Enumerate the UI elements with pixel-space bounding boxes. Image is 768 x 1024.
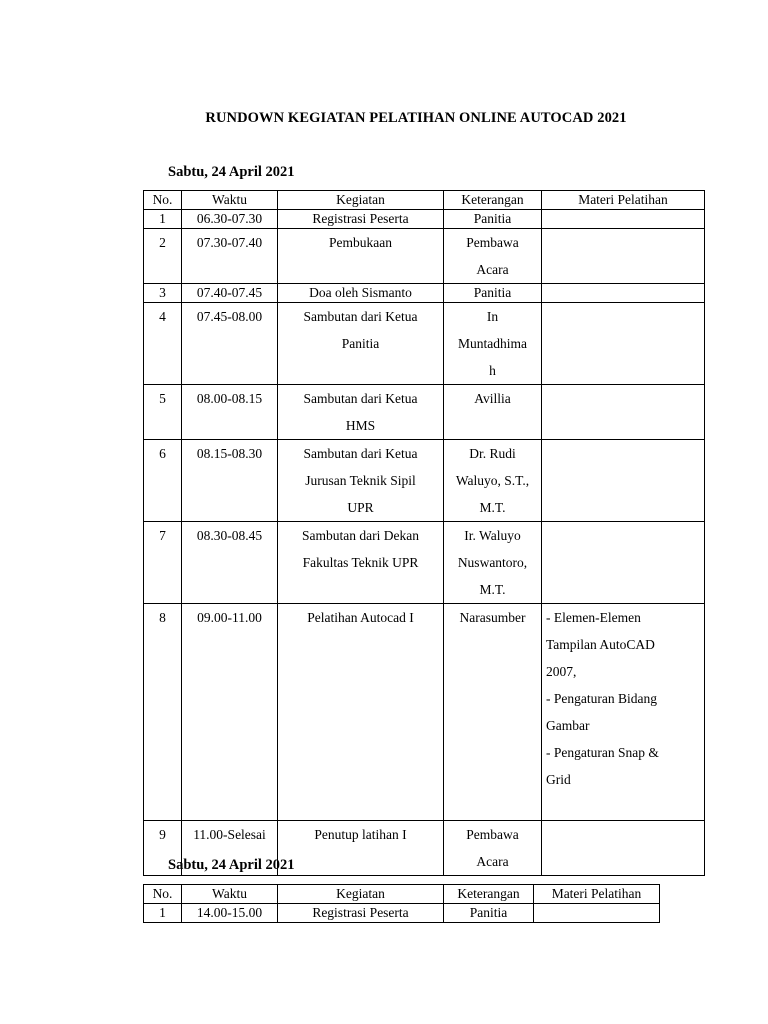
table-row [144, 303, 705, 385]
cell-line: UPR [347, 500, 374, 515]
cell-keterangan [444, 229, 542, 284]
cell-kegiatan [278, 303, 444, 385]
cell-no: 5 [144, 385, 182, 440]
table-row [144, 229, 705, 284]
cell-line: Waluyo, S.T., [455, 473, 530, 488]
cell-keterangan: Avillia [444, 385, 542, 440]
cell-line: - Pengaturan Bidang [546, 691, 657, 706]
header-no: No. [144, 191, 182, 210]
document-title: RUNDOWN KEGIATAN PELATIHAN ONLINE AUTOCAD 2021 [205, 110, 627, 126]
cell-line: Ir. Waluyo [464, 528, 521, 543]
cell-line: Tampilan AutoCAD [546, 637, 655, 652]
cell-line: Gambar [546, 718, 590, 733]
table-row [144, 385, 705, 440]
header-materi: Materi Pelatihan [542, 191, 705, 210]
cell-line: h [489, 363, 496, 378]
cell-no: 7 [144, 522, 182, 604]
cell-waktu: 08.15-08.30 [182, 440, 278, 522]
cell-waktu: 07.40-07.45 [182, 284, 278, 303]
cell-line: Sambutan dari Ketua [303, 309, 418, 324]
table-row [144, 210, 705, 229]
cell-materi [542, 604, 705, 821]
cell-line: M.T. [479, 582, 506, 597]
cell-materi [534, 904, 660, 923]
table-row [144, 604, 705, 821]
table-body [144, 210, 705, 876]
table-header [144, 885, 660, 904]
cell-kegiatan: Pelatihan Autocad I [278, 604, 444, 821]
cell-kegiatan: Registrasi Peserta [278, 904, 444, 923]
cell-no: 9 [144, 821, 182, 876]
cell-keterangan: Panitia [444, 210, 542, 229]
cell-line: HMS [345, 418, 376, 433]
cell-line: Sambutan dari Dekan [302, 528, 419, 543]
cell-no: 4 [144, 303, 182, 385]
cell-line: Acara [476, 262, 509, 277]
cell-materi [542, 522, 705, 604]
cell-no: 3 [144, 284, 182, 303]
cell-waktu: 06.30-07.30 [182, 210, 278, 229]
cell-materi [542, 284, 705, 303]
cell-line: Pembawa [466, 235, 519, 250]
cell-materi [542, 385, 705, 440]
cell-waktu: 09.00-11.00 [182, 604, 278, 821]
header-waktu: Waktu [182, 191, 278, 210]
cell-line: Dr. Rudi [469, 446, 516, 461]
cell-line: Grid [546, 772, 571, 787]
header-kegiatan: Kegiatan [278, 191, 444, 210]
table-body [144, 904, 660, 923]
table-row [144, 440, 705, 522]
cell-materi [542, 440, 705, 522]
cell-keterangan [444, 440, 542, 522]
cell-line: Sambutan dari Ketua [303, 391, 418, 406]
cell-line: - Pengaturan Snap & [546, 745, 659, 760]
table-row [144, 904, 660, 923]
header-keterangan: Keterangan [444, 885, 534, 904]
cell-waktu: 11.00-Selesai [182, 821, 278, 876]
cell-line: Fakultas Teknik UPR [302, 555, 419, 570]
cell-waktu: 08.00-08.15 [182, 385, 278, 440]
schedule-table [143, 884, 660, 923]
table-header [144, 191, 705, 210]
cell-keterangan: Panitia [444, 904, 534, 923]
cell-kegiatan [278, 440, 444, 522]
cell-kegiatan: Pembukaan [278, 229, 444, 284]
cell-no: 8 [144, 604, 182, 821]
cell-line: Sambutan dari Ketua [303, 446, 418, 461]
cell-no: 6 [144, 440, 182, 522]
cell-keterangan: Panitia [444, 284, 542, 303]
cell-no: 2 [144, 229, 182, 284]
cell-keterangan [444, 821, 542, 876]
cell-waktu: 07.45-08.00 [182, 303, 278, 385]
cell-kegiatan [278, 522, 444, 604]
cell-materi [542, 821, 705, 876]
cell-line: In [486, 309, 499, 324]
table-row [144, 522, 705, 604]
header-no: No. [144, 885, 182, 904]
header-waktu: Waktu [182, 885, 278, 904]
cell-keterangan: Narasumber [444, 604, 542, 821]
cell-keterangan [444, 303, 542, 385]
table-row [144, 284, 705, 303]
header-kegiatan: Kegiatan [278, 885, 444, 904]
cell-materi [542, 210, 705, 229]
cell-line: Panitia [341, 336, 380, 351]
cell-materi [542, 229, 705, 284]
cell-no: 1 [144, 904, 182, 923]
cell-waktu: 08.30-08.45 [182, 522, 278, 604]
header-keterangan: Keterangan [444, 191, 542, 210]
schedule-table [143, 190, 705, 876]
section-date: Sabtu, 24 April 2021 [168, 164, 295, 180]
cell-kegiatan [278, 385, 444, 440]
cell-waktu: 07.30-07.40 [182, 229, 278, 284]
cell-kegiatan: Doa oleh Sismanto [278, 284, 444, 303]
cell-line: Nuswantoro, [457, 555, 528, 570]
cell-materi [542, 303, 705, 385]
cell-kegiatan: Penutup latihan I [278, 821, 444, 876]
cell-line: Pembawa [466, 827, 519, 842]
cell-keterangan [444, 522, 542, 604]
cell-no: 1 [144, 210, 182, 229]
section-date: Sabtu, 24 April 2021 [168, 857, 295, 873]
cell-kegiatan: Registrasi Peserta [278, 210, 444, 229]
cell-waktu: 14.00-15.00 [182, 904, 278, 923]
cell-line: Jurusan Teknik Sipil [305, 473, 416, 488]
cell-line: Acara [476, 854, 509, 869]
cell-line: - Elemen-Elemen [546, 610, 641, 625]
cell-line: Muntadhima [458, 336, 527, 351]
header-materi: Materi Pelatihan [534, 885, 660, 904]
cell-line: M.T. [479, 500, 506, 515]
cell-line: 2007, [546, 664, 577, 679]
